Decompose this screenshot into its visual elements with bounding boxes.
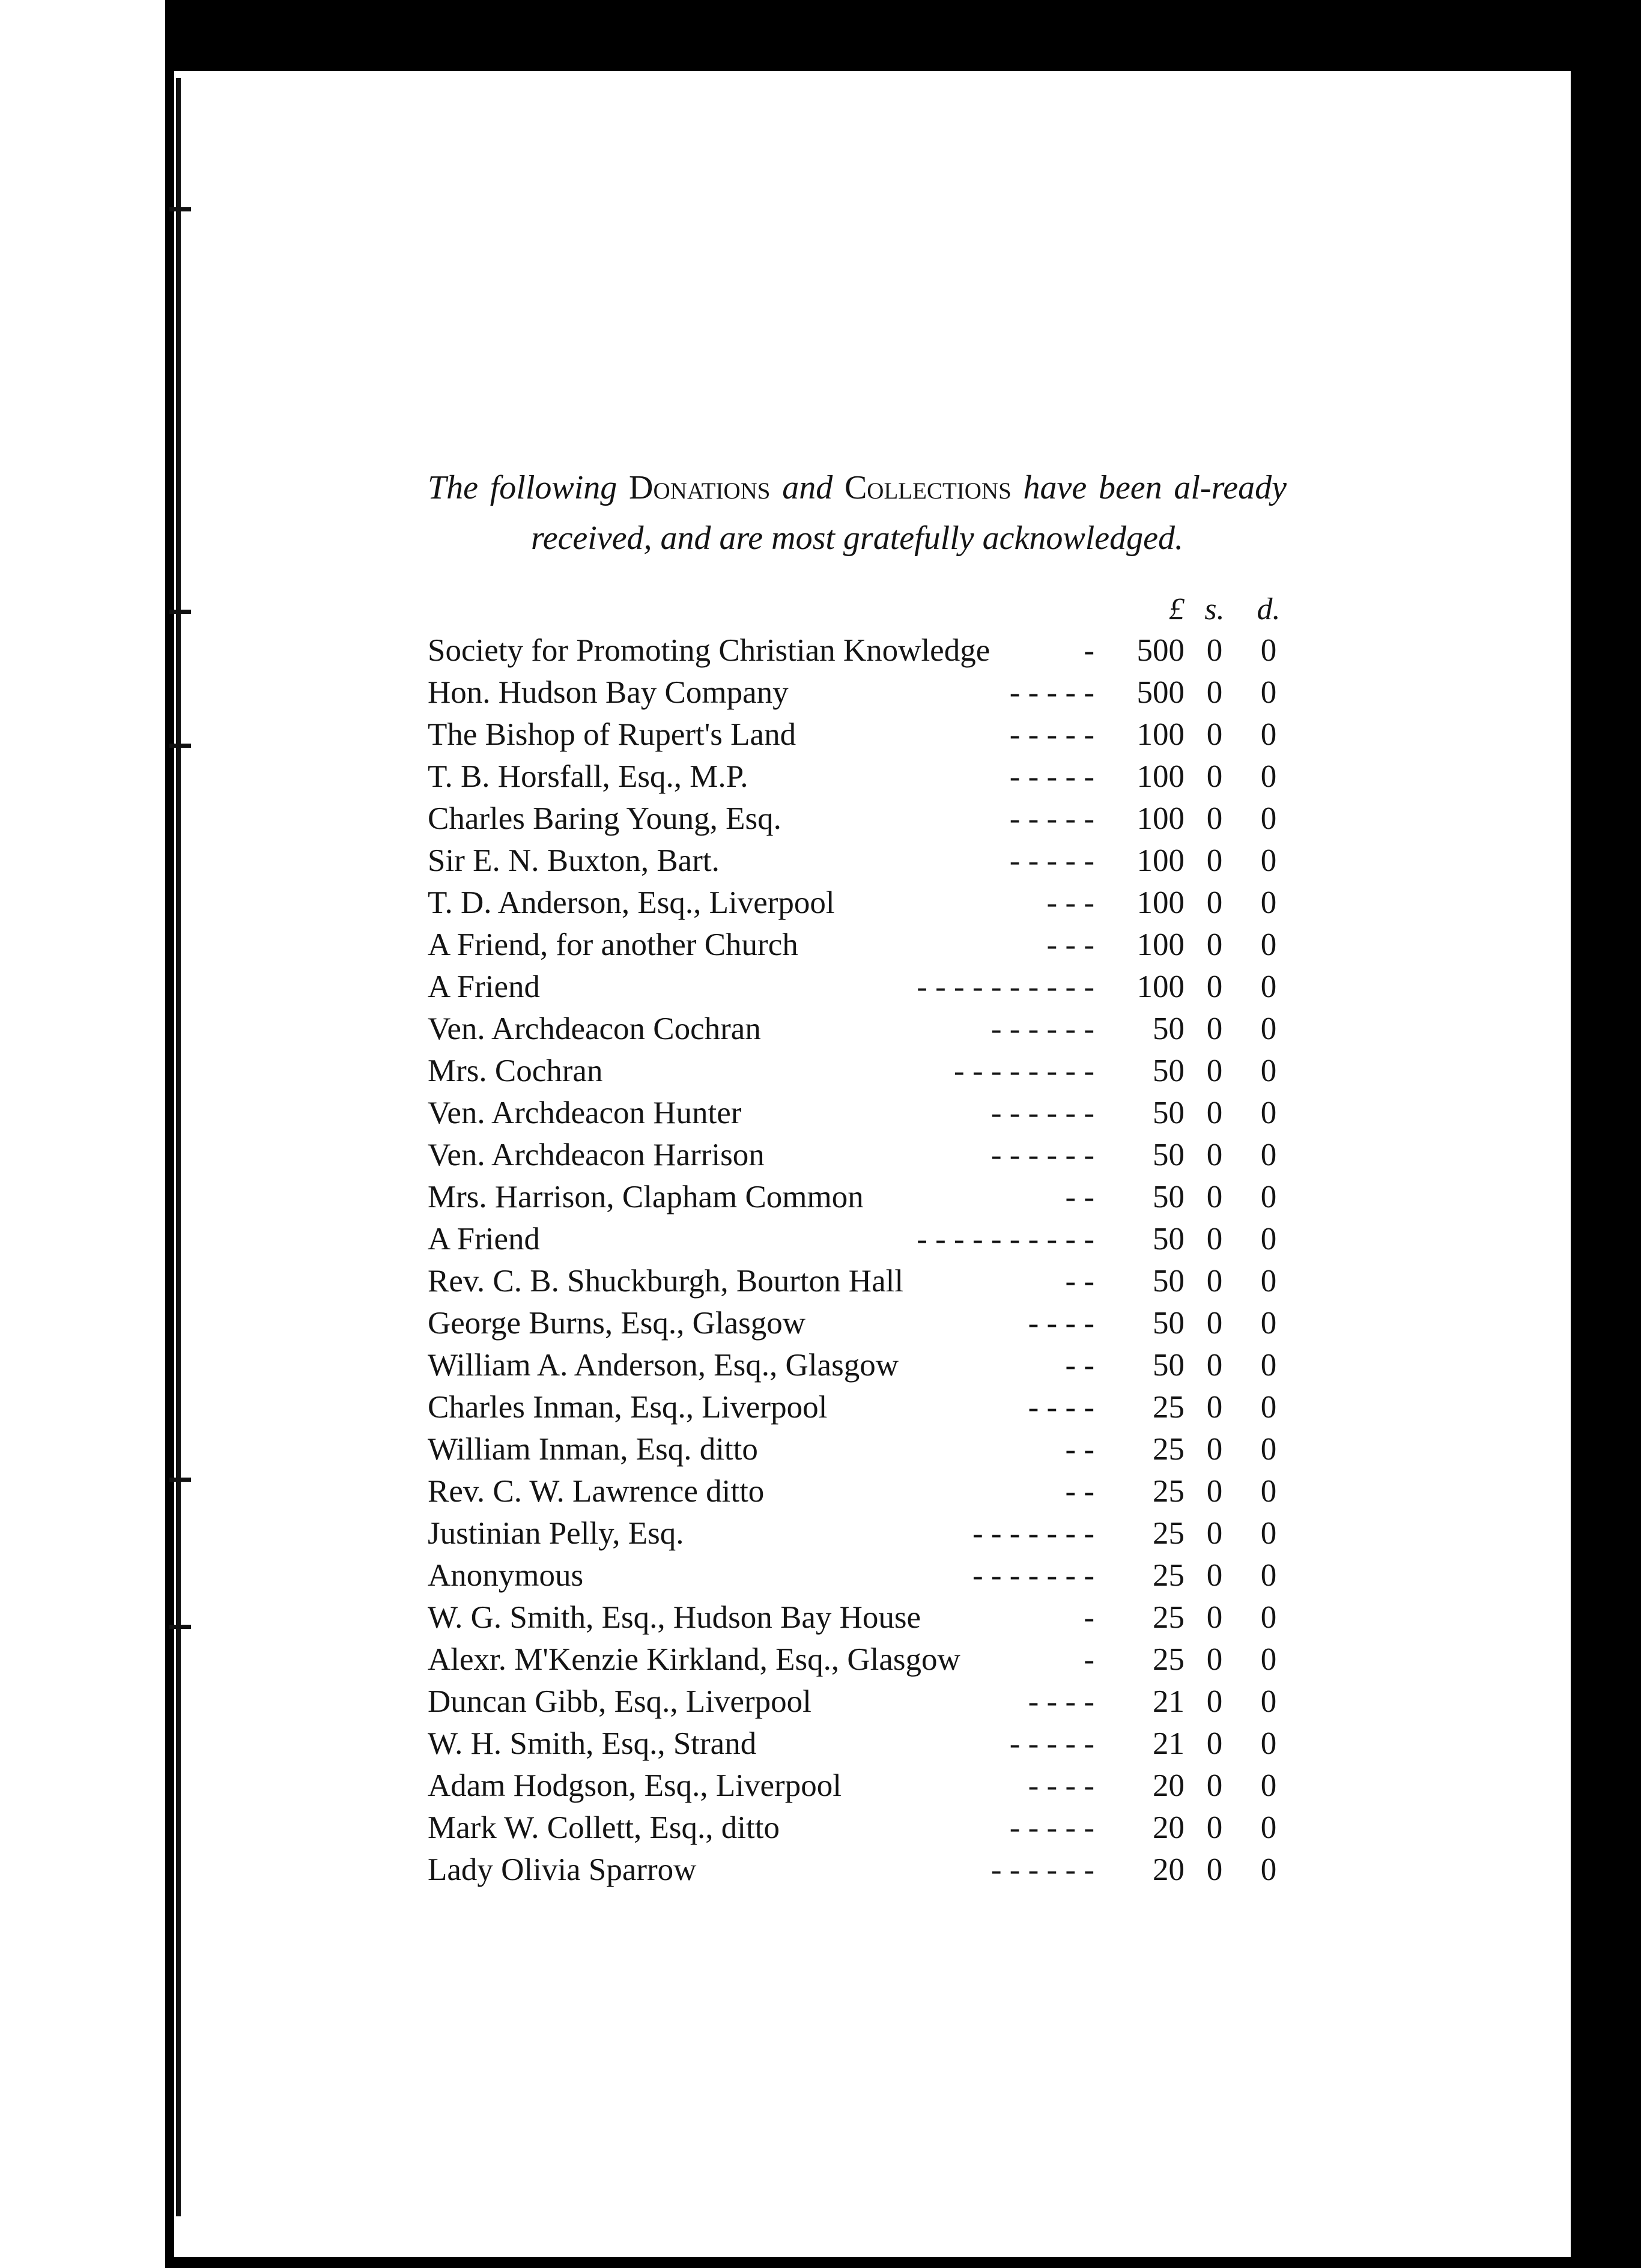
amount-shillings: 0 [1206,1222,1223,1257]
amount-pence: 0 [1260,885,1277,920]
amount-pounds: 25 [1153,1474,1184,1509]
leader-dots: - - [1065,1348,1094,1383]
donation-row [428,1428,1299,1470]
amount-shillings: 0 [1206,1306,1223,1341]
amount-shillings: 0 [1206,1390,1223,1425]
amount-pounds: 20 [1153,1852,1184,1887]
amount-pounds: 21 [1153,1684,1184,1719]
amount-pounds: 50 [1153,1180,1184,1214]
donation-row [428,966,1299,1008]
amount-shillings: 0 [1206,1810,1223,1845]
amount-pounds: 25 [1153,1600,1184,1635]
donor-name: William A. Anderson, Esq., Glasgow [428,1348,899,1383]
amount-pence: 0 [1260,1390,1277,1425]
leader-dots: - - - - - [1009,1810,1094,1845]
leader-dots: - - - - - - [990,1852,1094,1887]
amount-pence: 0 [1260,1516,1277,1551]
amount-pence: 0 [1260,1306,1277,1341]
amount-pounds: 50 [1153,1096,1184,1130]
leader-dots: - [1084,1600,1094,1635]
donation-row [428,1344,1299,1386]
amount-pence: 0 [1260,1011,1277,1046]
leader-dots: - - [1065,1180,1094,1214]
amount-pence: 0 [1260,1138,1277,1172]
donor-name: A Friend, for another Church [428,927,798,962]
amount-shillings: 0 [1206,1180,1223,1214]
donation-row [428,1470,1299,1512]
donation-row [428,1302,1299,1344]
amount-pounds: 20 [1153,1768,1184,1803]
binding-gutter [176,78,181,2216]
amount-pence: 0 [1260,1768,1277,1803]
donation-row [428,924,1299,966]
amount-pounds: 500 [1136,633,1184,668]
amount-shillings: 0 [1206,717,1223,752]
binding-stitch [169,207,191,211]
amount-pence: 0 [1260,633,1277,668]
donor-name: Justinian Pelly, Esq. [428,1516,684,1551]
amount-pence: 0 [1260,801,1277,836]
leader-dots: - - - - - - - [972,1516,1094,1551]
leader-dots: - - [1065,1432,1094,1467]
donation-row [428,1681,1299,1723]
donor-name: Society for Promoting Christian Knowledge [428,633,990,668]
amount-pounds: 25 [1153,1516,1184,1551]
amount-pence: 0 [1260,1054,1277,1088]
heading-collections: Collections [844,469,1012,506]
donation-row [428,1092,1299,1134]
amount-pence: 0 [1260,1096,1277,1130]
donor-name: Charles Inman, Esq., Liverpool [428,1390,828,1425]
leader-dots: - - - - - - [990,1096,1094,1130]
donor-name: A Friend [428,1222,540,1257]
amount-pence: 0 [1260,927,1277,962]
amount-shillings: 0 [1206,1011,1223,1046]
leader-dots: - - - - - [1009,717,1094,752]
donation-row [428,1218,1299,1260]
donor-name: Adam Hodgson, Esq., Liverpool [428,1768,842,1803]
amount-shillings: 0 [1206,801,1223,836]
amount-pence: 0 [1260,1600,1277,1635]
amount-pence: 0 [1260,1684,1277,1719]
binding-stitch [169,1625,191,1629]
amount-pounds: 100 [1136,885,1184,920]
amount-pence: 0 [1260,1642,1277,1677]
amount-pence: 0 [1260,1264,1277,1299]
amount-pounds: 50 [1153,1264,1184,1299]
amount-shillings: 0 [1206,1474,1223,1509]
leader-dots: - - [1065,1474,1094,1509]
leader-dots: - - - - - [1009,675,1094,710]
donor-name: T. D. Anderson, Esq., Liverpool [428,885,835,920]
amount-pounds: 25 [1153,1432,1184,1467]
leader-dots: - - - [1046,927,1094,962]
heading-donations: Donations [629,469,771,506]
leader-dots: - [1084,1642,1094,1677]
amount-pounds: 100 [1136,759,1184,794]
donor-name: Ven. Archdeacon Cochran [428,1011,761,1046]
binding-stitch [169,1478,191,1482]
donor-name: William Inman, Esq. ditto [428,1432,758,1467]
amount-pence: 0 [1260,843,1277,878]
donation-row [428,672,1299,714]
donation-row [428,1386,1299,1428]
leader-dots: - - - - - [1009,1726,1094,1761]
donor-name: T. B. Horsfall, Esq., M.P. [428,759,748,794]
leader-dots: - - - - - - [990,1011,1094,1046]
donation-row [428,1176,1299,1218]
amount-shillings: 0 [1206,1264,1223,1299]
amount-pence: 0 [1260,717,1277,752]
donor-name: W. H. Smith, Esq., Strand [428,1726,757,1761]
left-margin [0,0,165,2268]
donation-row [428,1554,1299,1596]
column-header-pounds: £ [1169,592,1184,626]
amount-pence: 0 [1260,969,1277,1004]
amount-pounds: 50 [1153,1054,1184,1088]
donation-row [428,629,1299,672]
amount-pounds: 100 [1136,927,1184,962]
amount-shillings: 0 [1206,1348,1223,1383]
amount-shillings: 0 [1206,1600,1223,1635]
donation-row [428,1807,1299,1849]
amount-pounds: 25 [1153,1390,1184,1425]
donor-name: Sir E. N. Buxton, Bart. [428,843,720,878]
donor-name: Lady Olivia Sparrow [428,1852,697,1887]
donation-row [428,1639,1299,1681]
amount-pence: 0 [1260,675,1277,710]
amount-shillings: 0 [1206,1852,1223,1887]
amount-pence: 0 [1260,1180,1277,1214]
amount-shillings: 0 [1206,1516,1223,1551]
donor-name: Alexr. M'Kenzie Kirkland, Esq., Glasgow [428,1642,960,1677]
amount-shillings: 0 [1206,927,1223,962]
donation-row [428,1134,1299,1176]
donor-name: Ven. Archdeacon Harrison [428,1138,765,1172]
amount-pounds: 25 [1153,1642,1184,1677]
amount-shillings: 0 [1206,1054,1223,1088]
donation-row [428,1849,1299,1891]
donor-name: Mrs. Harrison, Clapham Common [428,1180,864,1214]
amount-pence: 0 [1260,1558,1277,1593]
binding-stitch [169,744,191,748]
donor-name: Ven. Archdeacon Hunter [428,1096,742,1130]
leader-dots: - - - - - [1009,843,1094,878]
heading-text: and [770,469,845,506]
donation-row [428,882,1299,924]
amount-shillings: 0 [1206,1096,1223,1130]
donation-row [428,798,1299,840]
donor-name: A Friend [428,969,540,1004]
leader-dots: - - - - [1028,1306,1094,1341]
amount-pounds: 50 [1153,1138,1184,1172]
leader-dots: - - - - - [1009,759,1094,794]
amount-shillings: 0 [1206,1768,1223,1803]
heading-text: have been al-ready received, and are most gratefully acknowledged. [531,469,1287,557]
leader-dots: - - - - [1028,1390,1094,1425]
leader-dots: - - - - - - - - [954,1054,1094,1088]
donor-name: George Burns, Esq., Glasgow [428,1306,806,1341]
amount-pounds: 500 [1136,675,1184,710]
amount-shillings: 0 [1206,885,1223,920]
amount-pounds: 100 [1136,801,1184,836]
amount-shillings: 0 [1206,1684,1223,1719]
amount-pounds: 100 [1136,843,1184,878]
donation-row [428,714,1299,756]
heading-text: The following [428,469,629,506]
donation-row [428,1260,1299,1302]
leader-dots: - - - - [1028,1684,1094,1719]
amount-pence: 0 [1260,1222,1277,1257]
donor-name: Rev. C. B. Shuckburgh, Bourton Hall [428,1264,904,1299]
amount-pounds: 21 [1153,1726,1184,1761]
leader-dots: - - - - [1028,1768,1094,1803]
page-heading [428,462,1287,563]
donor-name: W. G. Smith, Esq., Hudson Bay House [428,1600,921,1635]
amount-pounds: 25 [1153,1558,1184,1593]
leader-dots: - - - - - - - - - - [917,1222,1094,1257]
amount-pence: 0 [1260,1852,1277,1887]
column-header-pence: d. [1257,592,1281,626]
donor-name: Rev. C. W. Lawrence ditto [428,1474,765,1509]
amount-shillings: 0 [1206,675,1223,710]
scan-edge [1571,60,1641,2268]
leader-dots: - [1084,633,1094,668]
amount-shillings: 0 [1206,1432,1223,1467]
donation-row [428,1008,1299,1050]
donor-name: Anonymous [428,1558,584,1593]
amount-shillings: 0 [1206,1138,1223,1172]
donation-row [428,1050,1299,1092]
donation-row [428,840,1299,882]
leader-dots: - - - - - - [990,1138,1094,1172]
donations-list [428,629,1299,1891]
amount-pounds: 100 [1136,717,1184,752]
donation-row [428,1596,1299,1639]
amount-pounds: 50 [1153,1306,1184,1341]
leader-dots: - - - - - - - - - - [917,969,1094,1004]
amount-shillings: 0 [1206,759,1223,794]
amount-pounds: 50 [1153,1011,1184,1046]
amount-pounds: 50 [1153,1222,1184,1257]
donor-name: Charles Baring Young, Esq. [428,801,781,836]
donation-row [428,1723,1299,1765]
amount-pounds: 20 [1153,1810,1184,1845]
leader-dots: - - [1065,1264,1094,1299]
binding-stitch [169,610,191,614]
amount-pence: 0 [1260,759,1277,794]
amount-shillings: 0 [1206,1642,1223,1677]
leader-dots: - - - - - [1009,801,1094,836]
amount-pence: 0 [1260,1432,1277,1467]
column-header-shillings: s. [1204,592,1225,626]
donor-name: Duncan Gibb, Esq., Liverpool [428,1684,811,1719]
donor-name: The Bishop of Rupert's Land [428,717,796,752]
leader-dots: - - - [1046,885,1094,920]
donation-row [428,1765,1299,1807]
donation-row [428,1512,1299,1554]
amount-shillings: 0 [1206,633,1223,668]
amount-pence: 0 [1260,1474,1277,1509]
amount-pounds: 100 [1136,969,1184,1004]
amount-pence: 0 [1260,1810,1277,1845]
donor-name: Hon. Hudson Bay Company [428,675,789,710]
amount-pence: 0 [1260,1726,1277,1761]
amount-shillings: 0 [1206,1558,1223,1593]
leader-dots: - - - - - - - [972,1558,1094,1593]
donor-name: Mrs. Cochran [428,1054,603,1088]
amount-shillings: 0 [1206,969,1223,1004]
donation-row [428,756,1299,798]
amount-shillings: 0 [1206,1726,1223,1761]
amount-pence: 0 [1260,1348,1277,1383]
amount-pounds: 50 [1153,1348,1184,1383]
amount-shillings: 0 [1206,843,1223,878]
donor-name: Mark W. Collett, Esq., ditto [428,1810,780,1845]
